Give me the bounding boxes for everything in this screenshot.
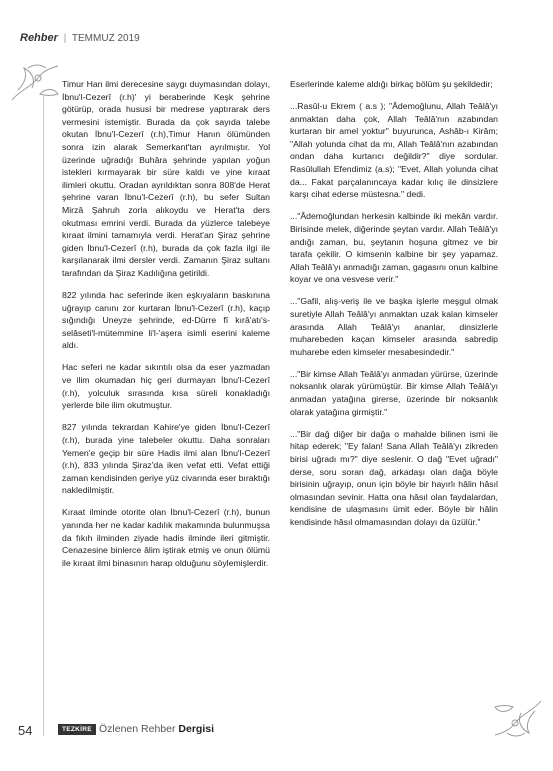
left-rule <box>43 96 44 736</box>
issue-date: TEMMUZ 2019 <box>71 33 140 44</box>
paragraph: ..."Bir kimse Allah Teâlâ'yı anmadan yürürse, üzerinde noksanlık olarak yürümüştür. Bir kimse Allah Teâlâ'yı anmadan yatağına girerse, üzerinde bir noksanlık olarak yatağına girmiştir." <box>290 368 498 417</box>
paragraph: Kıraat ilminde otorite olan İbnu'l-Cezerî (r.h), bunun yanında her ne kadar kadılık makamında bulunmuşsa da fıkıh ilminden ziyade hadis ilminde ileri gitmiştir. Cenazesine binlerce âlim iştirak etmiş ve onun ölümü ile kıraat ilmi binasının harap olduğunu söylemişlerdir. <box>62 507 270 568</box>
paragraph: 822 yılında hac seferinde iken eşkıyaların baskınına uğrayıp canını zor kurtaran İbnu'l-Cezerî (r.h), kaçıp sığındığı Uneyze şehrinde, ed-Dürre fî kırâ'atı's-selâseti'l-mütemmine li'l-'aşera isimli eserini kaleme aldı. <box>62 290 270 351</box>
magazine-name-light: Özlenen Rehber <box>99 723 176 735</box>
paragraph: Hac seferi ne kadar sıkıntılı olsa da eser yazmadan ve ilim okumadan hiç geri durmayan İbnu'l-Cezerî (r.h), yolculuk sırasında kısa süreli konakladığı yerlerde bile ilim okutmuştur. <box>62 362 270 411</box>
paragraph: Timur Han ilmi derecesine saygı duymasından dolayı, İbnu'l-Cezerî (r.h)' yi beraberinde Keşk şehrine götürüp, orada hususi bir medrese yaptırarak ders vermesini istemiştir. Burada da çok sayıda talebe okutan İbnu'l-Cezerî (r.h),Timur Hanın ölümünden sonra izin alarak Semerkant'tan ayrılmıştır. Yol üzerinde uğradığı Buhâra şehrinde yapılan yoğun istekleri kırmayarak bir süre kaldı ve yine kıraat ilimleri okuttu. Oradan ayrıldıktan sonra 808'de Herat şehrine varan İbnu'l-Cezerî (r.h), bu sefer Sultan Mirzâ Şahruh zorla alıkoydu ve Herat'ta ders okutması emrini verdi. Burada da yüzlerce talebeye kıraat ilmini tamamıyla verdi. Herat'an Şiraz şehrine giden İbnu'l-Cezerî (r.h), burada da çok fazla ilgi ile karşılanarak ilmi dersler verdi. Zamanın Şiraz sultanı tarafından da Şiraz Kadılığına getirildi. <box>62 79 270 278</box>
page-header <box>20 32 140 44</box>
corner-ornament-icon <box>10 60 70 120</box>
left-column <box>62 78 270 579</box>
paragraph: ...Rasûl-u Ekrem ( a.s ); "Âdemoğlunu, Allah Teâlâ'yı anmaktan daha çok, Allah Teâlâ'nın azabından kurtaran bir amel yoktur" buyurunca, Ashâb-ı Kirâm; "Allah yolunda cihat da mı, Allah Teâlâ'nın azabından ondan daha kurtarıcı değildir?" diye sordular. Rasûlullah Efendimiz (a.s); "Evet, Allah yolunda cihat da... Fakat parçalanıncaya kadar kılıç ile dinsizlere karşı cihat ederse müstesna." dedi. <box>290 101 498 200</box>
corner-ornament-icon <box>483 681 543 741</box>
paragraph: ..."Gafil, alış-veriş ile ve başka işlerle meşgul olmak suretiyle Allah Teâlâ'yı anmaktan uzak kalan kimseler arasında Allah Teâlâ'yı ananlar, dinsizlerle muharebeden kaçan kimseler arasında sabredip muharebe eden kimseler mesabesindedir." <box>290 296 498 357</box>
paragraph: Eserlerinde kaleme aldığı birkaç bölüm şu şekildedir; <box>290 79 493 89</box>
brand-logo: Rehber <box>20 32 58 44</box>
page-number: 54 <box>18 723 33 738</box>
paragraph: 827 yılında tekrardan Kahire'ye giden İbnu'l-Cezerî (r.h), burada yine talebeler okuttu. Daha sonraları Yemen'e geçip bir süre Hadis ilmi alan İbnu'l-Cezerî (r.h), 833 yılında Şiraz'da iken vefat etti. Vefat ettiği zaman kendisinden geriye yüz civarında eser bıraktığı nakledilmiştir. <box>62 422 270 496</box>
right-column <box>290 78 498 538</box>
paragraph: ..."Âdemoğlundan herkesin kalbinde iki mekân vardır. Birisinde melek, diğerinde şeytan vardır. Allah Teâlâ'yı andığı zaman, bu, şeytanın hoşuna gitmez ve bir tarafa çekilir. O kimsenin kalbine bir şey yapamaz. Allah Teâlâ'yı anmadığı zaman, gagasını onun kalbine koyar ve ona vesvese verir." <box>290 211 498 285</box>
magazine-name <box>99 723 214 735</box>
paragraph: ..."Bir dağ diğer bir dağa o mahalde bilinen ismi ile hitap ederek; "Ey falan! Sana Allah Teâlâ'yı zikreden birisi uğradı mı?" diye seslenir. O dağ "Evet uğradı" derse, soru soran dağ, arkadaşı olan dağa böyle birisinin uğrayıp, onun için böyle bir hayırlı hâlin hâsıl olmasından sevinir. Hatta ona hâsıl olan faydalardan, kendisine de ulaşmasını ümit eder. Böyle bir hâlin kendisinde hâsıl olmamasından dolayı da üzülür." <box>290 428 498 527</box>
header-separator: | <box>63 33 67 44</box>
section-tag: TEZKİRE <box>58 724 96 735</box>
magazine-name-bold: Dergisi <box>178 723 214 735</box>
